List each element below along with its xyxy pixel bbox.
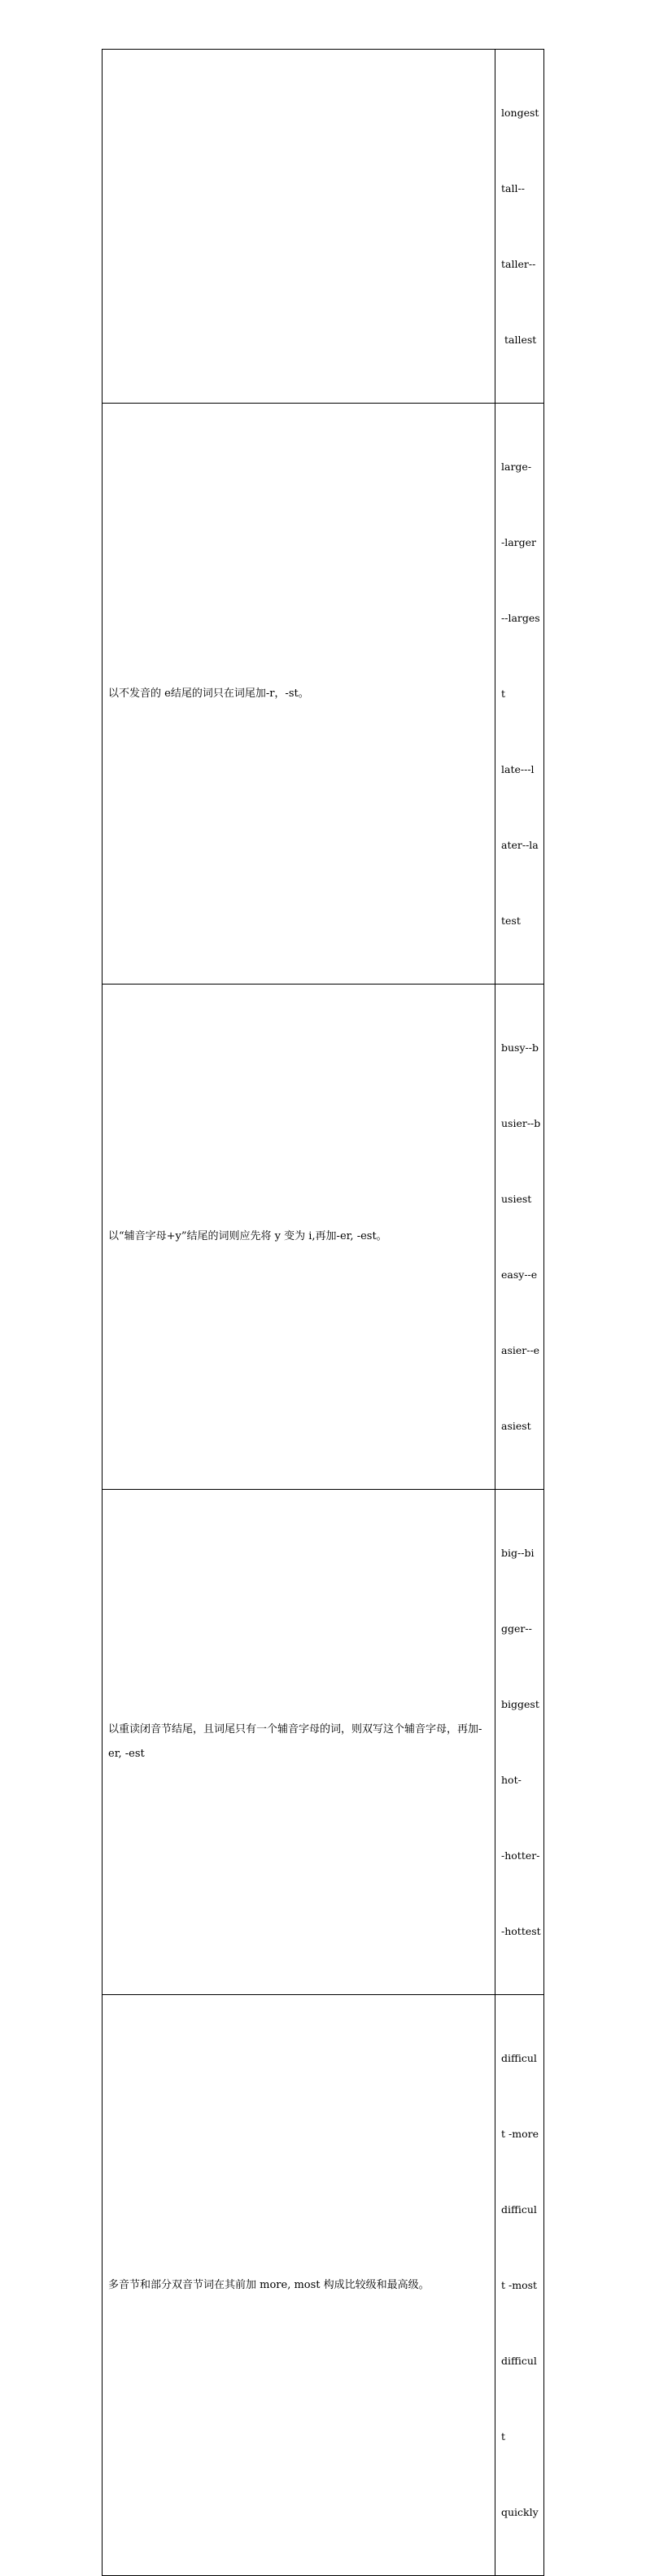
rule-cell bbox=[103, 985, 495, 1490]
example-line: longest bbox=[501, 107, 539, 119]
example-line: late---l bbox=[501, 763, 535, 775]
rule-text: 以重读闭音节结尾，且词尾只有一个辅音字母的词，则双写这个辅音字母，再加-er, -est bbox=[108, 1723, 482, 1760]
example-text bbox=[495, 50, 543, 403]
example-line: difficul bbox=[501, 2355, 537, 2367]
example-line: t bbox=[501, 2430, 506, 2443]
example-text bbox=[495, 985, 543, 1489]
example-text bbox=[495, 1995, 543, 2575]
example-line: asier--e bbox=[501, 1344, 540, 1356]
example-line: usiest bbox=[501, 1193, 532, 1205]
example-line: usier--b bbox=[501, 1117, 541, 1129]
example-line: t -most bbox=[501, 2279, 538, 2291]
table-row bbox=[103, 1995, 544, 2576]
example-line: -larger bbox=[501, 536, 537, 548]
rule-text: 多音节和部分双音节词在其前加 more, most 构成比较级和最高级。 bbox=[108, 2278, 430, 2291]
example-line: quickly bbox=[501, 2506, 539, 2518]
table-row bbox=[103, 50, 544, 404]
example-line: big--bi bbox=[501, 1547, 535, 1559]
table-row bbox=[103, 1490, 544, 1995]
table-row bbox=[103, 404, 544, 985]
example-line: test bbox=[501, 915, 521, 927]
example-cell bbox=[495, 985, 544, 1490]
example-line: taller-- bbox=[501, 258, 536, 270]
example-cell bbox=[495, 50, 544, 404]
table-row bbox=[103, 985, 544, 1490]
example-line: easy--e bbox=[501, 1268, 538, 1281]
example-cell bbox=[495, 1490, 544, 1995]
example-line: gger-- bbox=[501, 1622, 532, 1635]
example-line: busy--b bbox=[501, 1041, 539, 1054]
example-line: tall-- bbox=[501, 182, 525, 194]
example-line: -hotter- bbox=[501, 1849, 540, 1862]
comparison-rules-table bbox=[102, 49, 544, 2576]
example-line: --larges bbox=[501, 612, 540, 624]
rule-cell bbox=[103, 404, 495, 985]
example-line: biggest bbox=[501, 1698, 539, 1710]
example-line: large- bbox=[501, 461, 532, 473]
example-line: difficul bbox=[501, 2052, 537, 2064]
rule-cell bbox=[103, 1995, 495, 2576]
example-line: ater--la bbox=[501, 839, 539, 851]
example-text bbox=[495, 404, 543, 984]
example-text bbox=[495, 1490, 543, 1994]
example-line: tallest bbox=[501, 334, 537, 346]
example-line: t -more bbox=[501, 2128, 539, 2140]
rule-cell bbox=[103, 1490, 495, 1995]
example-line: hot- bbox=[501, 1774, 522, 1786]
rule-text: 以“辅音字母+y”结尾的词则应先将 y 变为 i,再加-er, -est。 bbox=[108, 1230, 387, 1242]
example-line: asiest bbox=[501, 1420, 531, 1432]
rule-cell bbox=[103, 50, 495, 404]
example-line: difficul bbox=[501, 2203, 537, 2216]
example-line: t bbox=[501, 688, 506, 700]
example-cell bbox=[495, 1995, 544, 2576]
example-line: -hottest bbox=[501, 1925, 541, 1937]
example-cell bbox=[495, 404, 544, 985]
rule-text: 以不发音的 e结尾的词只在词尾加-r，-st。 bbox=[108, 687, 309, 700]
